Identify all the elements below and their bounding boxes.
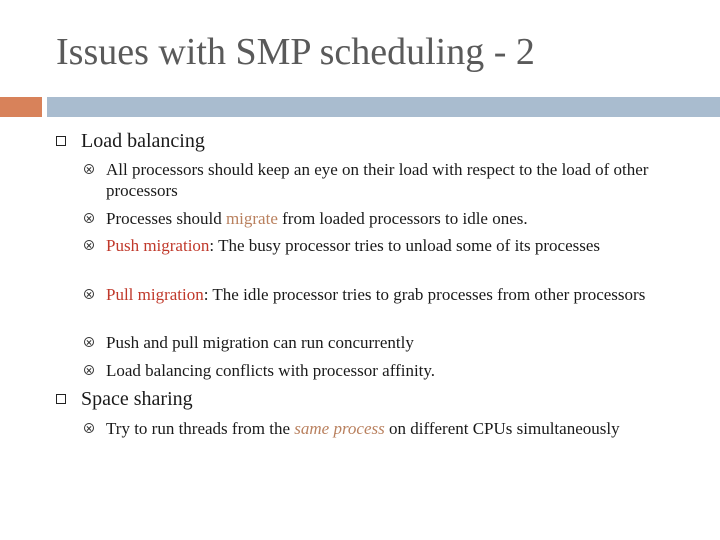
highlight-push-migration: Push migration (106, 236, 210, 255)
highlight-pull-migration: Pull migration (106, 285, 204, 304)
highlight-same-process: same process (294, 419, 385, 438)
circle-x-bullet-icon (84, 240, 94, 250)
bullet-text: Load balancing conflicts with processor affinity. (106, 361, 436, 380)
list-item (84, 418, 684, 439)
circle-x-bullet-icon (84, 164, 94, 174)
list-item (84, 235, 684, 256)
list-item (84, 208, 684, 229)
circle-x-bullet-icon (84, 365, 94, 375)
section-heading: Load balancing (81, 130, 205, 152)
square-bullet-icon (56, 136, 66, 146)
bullet-text-post: : The idle processor tries to grab processes from other processors (203, 285, 646, 304)
bullet-text: All processors should keep an eye on their load with respect to the load of other processors (106, 160, 649, 200)
list-item (84, 360, 684, 381)
circle-x-bullet-icon (84, 337, 94, 347)
square-bullet-icon (56, 394, 66, 404)
section-heading: Space sharing (81, 388, 193, 410)
bullet-text-post: on different CPUs simultaneously (384, 419, 620, 438)
bullet-text-pre: Try to run threads from the (106, 419, 295, 438)
highlight-migrate: migrate (225, 209, 278, 228)
bullet-text-pre: Processes should (106, 209, 226, 228)
bullet-text-post: from loaded processors to idle ones. (277, 209, 528, 228)
circle-x-bullet-icon (84, 289, 94, 299)
bullet-text: Push and pull migration can run concurrently (106, 333, 414, 352)
accent-bar-blue (47, 97, 720, 117)
list-item (84, 284, 684, 305)
list-item (84, 159, 684, 201)
circle-x-bullet-icon (84, 213, 94, 223)
slide-title: Issues with SMP scheduling - 2 (56, 31, 535, 73)
circle-x-bullet-icon (84, 423, 94, 433)
accent-bar-orange (0, 97, 42, 117)
list-item (84, 332, 684, 353)
bullet-text-post: : The busy processor tries to unload some of its processes (209, 236, 601, 255)
